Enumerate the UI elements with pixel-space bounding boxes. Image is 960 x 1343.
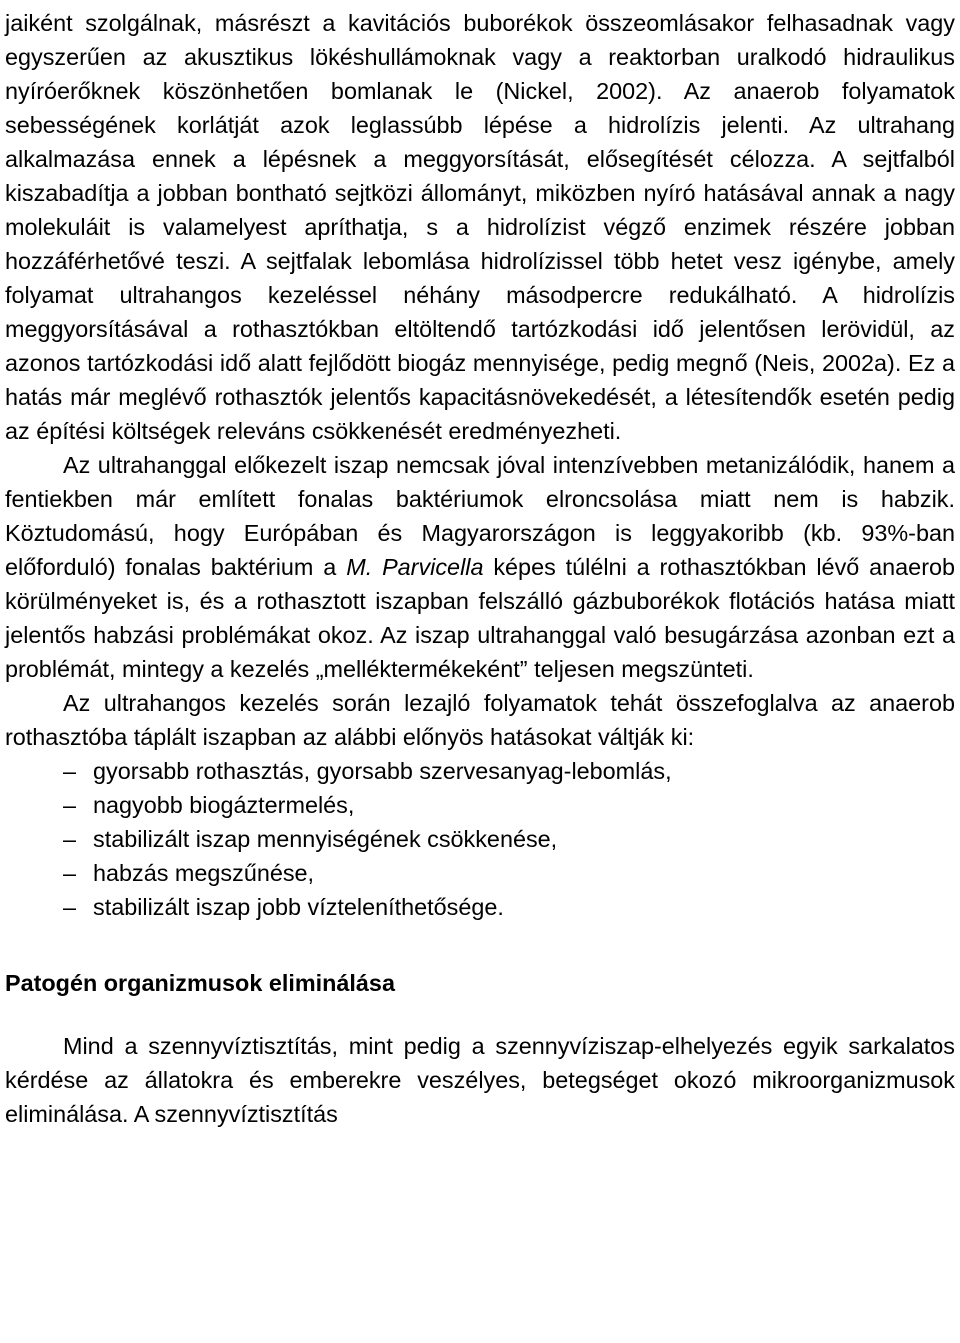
paragraph-summary-intro: Az ultrahangos kezelés során lezajló folyamatok tehát összefoglalva az anaerob rothasztóba táplált iszapban az alábbi előnyös hatásokat váltják ki: (5, 690, 955, 750)
list-item (5, 890, 955, 924)
list-item (5, 788, 955, 822)
list-item-text: nagyobb biogáztermelés, (93, 792, 355, 818)
list-item-text: habzás megszűnése, (93, 860, 315, 886)
dash-bullet: – (63, 792, 77, 818)
list-item (5, 856, 955, 890)
benefits-list (5, 754, 955, 924)
list-item (5, 754, 955, 788)
species-name: M. Parvicella (346, 554, 484, 580)
list-item-text: gyorsabb rothasztás, gyorsabb szervesanyag-lebomlás, (93, 758, 672, 784)
dash-bullet: – (63, 826, 77, 852)
list-item (5, 822, 955, 856)
paragraph-ultrasound-hydrolysis: jaiként szolgálnak, másrészt a kavitációs buborékok összeomlásakor felhasadnak vagy egyszerűen az akusztikus lökéshullámoknak vagy a reaktorban uralkodó hidraulikus nyíróerőknek köszönhetően bomlanak le (Nickel, 2002). Az anaerob folyamatok sebességének korlátját azok leglassúbb lépése a hidrolízis jelenti. Az ultrahang alkalmazása ennek a lépésnek a meggyorsítását, elősegítését célozza. A sejtfalból kiszabadítja a jobban bontható sejtközi állományt, miközben nyíró hatásával annak a nagy molekuláit is valamelyest apríthatja, s a hidrolízist végző enzimek részére jobban hozzáférhetővé teszi. A sejtfalak lebomlása hidrolízissel több hetet vesz igénybe, amely folyamat ultrahangos kezeléssel néhány másodpercre redukálható. A hidrolízis meggyorsításával a rothasztókban eltöltendő tartózkodási idő jelentősen lerövidül, az azonos tartózkodási idő alatt fejlődött biogáz mennyisége, pedig megnő (Neis, 2002a). Ez a hatás már meglévő rothasztók jelentős kapacitásnövekedését, a létesítendők esetén pedig az építési költségek releváns csökkenését eredményezheti. (5, 10, 955, 444)
paragraph-pathogens: Mind a szennyvíztisztítás, mint pedig a szennyvíziszap-elhelyezés egyik sarkalatos kérdése az állatokra és emberekre veszélyes, betegséget okozó mikroorganizmusok eliminálása. A szennyvíztisztítás (5, 1033, 955, 1127)
dash-bullet: – (63, 758, 77, 784)
paragraph-foaming-text-start: Az ultrahanggal előkezelt iszap nemcsak jóval intenzívebben metanizálódik, hanem a fentiekben már említett fonalas baktériumok elroncsolása miatt nem is habzik. Köztudomású, hogy Európában és Magyarországon is leggyakoribb (kb. 93%-ban előforduló) fonalas baktérium a (5, 452, 955, 580)
section-heading: Patogén organizmusok eliminálása (5, 970, 395, 996)
list-item-text: stabilizált iszap mennyiségének csökkenése, (93, 826, 558, 852)
paragraph-foaming-text-end: képes túlélni a rothasztókban lévő anaerob körülményeket is, és a rothasztott iszapban felszálló gázbuborékok flotációs hatása miatt jelentős habzási problémákat okoz. Az iszap ultrahanggal való besugárzása azonban ezt a problémát, mintegy a kezelés „melléktermékeként” teljesen megszünteti. (5, 554, 955, 682)
list-item-text: stabilizált iszap jobb vízteleníthetősége. (93, 894, 504, 920)
paragraph-foaming (5, 448, 955, 686)
dash-bullet: – (63, 860, 77, 886)
dash-bullet: – (63, 894, 77, 920)
document-page (5, 0, 955, 1131)
